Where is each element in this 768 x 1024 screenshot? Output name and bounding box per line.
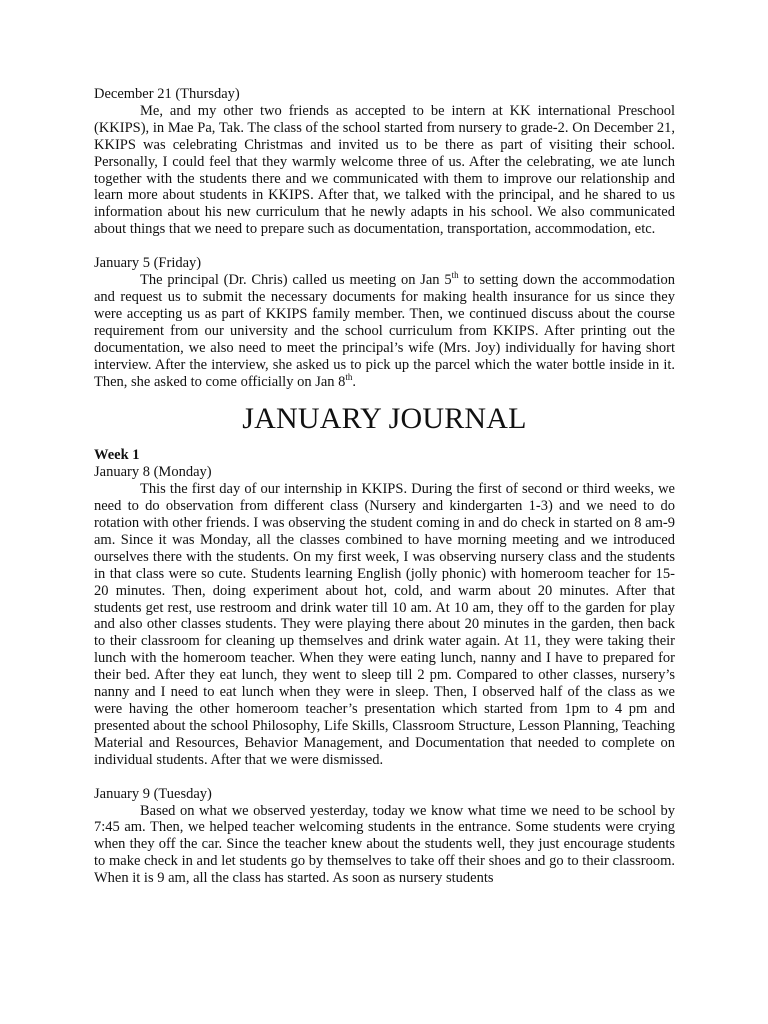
- entry-date: January 8 (Monday): [94, 464, 212, 481]
- ordinal-suffix: th: [345, 371, 353, 382]
- document-body: [94, 86, 675, 887]
- entry-date: January 5 (Friday): [94, 255, 202, 272]
- entry-paragraph: Based on what we observed yesterday, today we know what time we need to be school by 7:45 am. Then, we helped teacher welcoming students in the entrance. Some students were crying when they off the car. Since the teacher knew about the students well, they just encourage students to make check in and let students go by themselves to take off their shoes and go to their classroom. When it is 9 am, all the class has started. As soon as nursery students: [94, 802, 675, 887]
- entry-date: January 9 (Tuesday): [94, 785, 212, 802]
- entry-paragraph: Me, and my other two friends as accepted to be intern at KK international Preschool (KKIPS), in Mae Pa, Tak. The class of the school started from nursery to grade-2. On December 21, KKIPS was celebrating Christmas and invited us to be there as part of visiting their school. Personally, I could feel that they warmly welcome three of us. After the celebrating, we ate lunch together with the students there and we communicated with them to improve our relationship and learn more about students in KKIPS. After that, we talked with the principal, and he shared to us information about his new curriculum that he newly adapts in his school. We also communicated about things that we need to prepare such as documentation, transportation, accommodation, etc.: [94, 102, 675, 238]
- entry-paragraph: [94, 272, 675, 390]
- entry-text: to setting down the accommodation and request us to submit the necessary documents for making health insurance for us since they were accepting us as part of KKIPS family member. Then, we continued discuss about the course requirement from our university and the school curriculum from KKIPS. After printing out the documentation, we also need to meet the principal’s wife (Mrs. Joy) individually for having short interview. After the interview, she asked us to pick up the parcel which the water bottle inside in it. Then, she asked to come officially on Jan 8: [94, 272, 675, 390]
- paragraph-gap: [94, 769, 675, 786]
- entry-paragraph: This the first day of our internship in KKIPS. During the first of second or third weeks, we need to do observation from different class (Nursery and kindergarten 1-3) and we need to do rotation with other friends. I was observing the student coming in and do check in started on 8 am-9 am. Since it was Monday, all the classes combined to have morning meeting and we introduced ourselves there with the students. On my first week, I was observing nursery class and the students in that class were so cute. Students learning English (jolly phonic) with homeroom teacher for 15-20 minutes. Then, doing experiment about hot, cold, and warm about 20 minutes. After that students get rest, use restroom and drink water till 10 am. At 10 am, they off to the garden for play and also other classes students. They were playing there about 20 minutes in the garden, then back to their classroom for cleaning up themselves and drink water again. At 11, they were taking their lunch with the homeroom teacher. When they were eating lunch, nanny and I have to prepared for their bed. After they eat lunch, they went to sleep till 2 pm. Compared to other classes, nursery’s nanny and I need to eat lunch when they were in sleep. Then, I observed half of the class as we were having the other homeroom teacher’s presentation which started from 1pm to 4 pm and presented about the school Philosophy, Life Skills, Classroom Structure, Lesson Planning, Teaching Material and Resources, Behavior Management, and Documentation that needed to complete on individual students. After that we were dismissed.: [94, 481, 675, 768]
- entry-text: The principal (Dr. Chris) called us meeting on Jan 5: [140, 272, 452, 289]
- ordinal-suffix: th: [451, 270, 459, 281]
- entry-date: December 21 (Thursday): [94, 86, 240, 102]
- week-heading: Week 1: [94, 447, 140, 464]
- entry-text: .: [352, 373, 357, 390]
- paragraph-gap: [94, 238, 675, 255]
- journal-title: JANUARY JOURNAL: [242, 402, 527, 436]
